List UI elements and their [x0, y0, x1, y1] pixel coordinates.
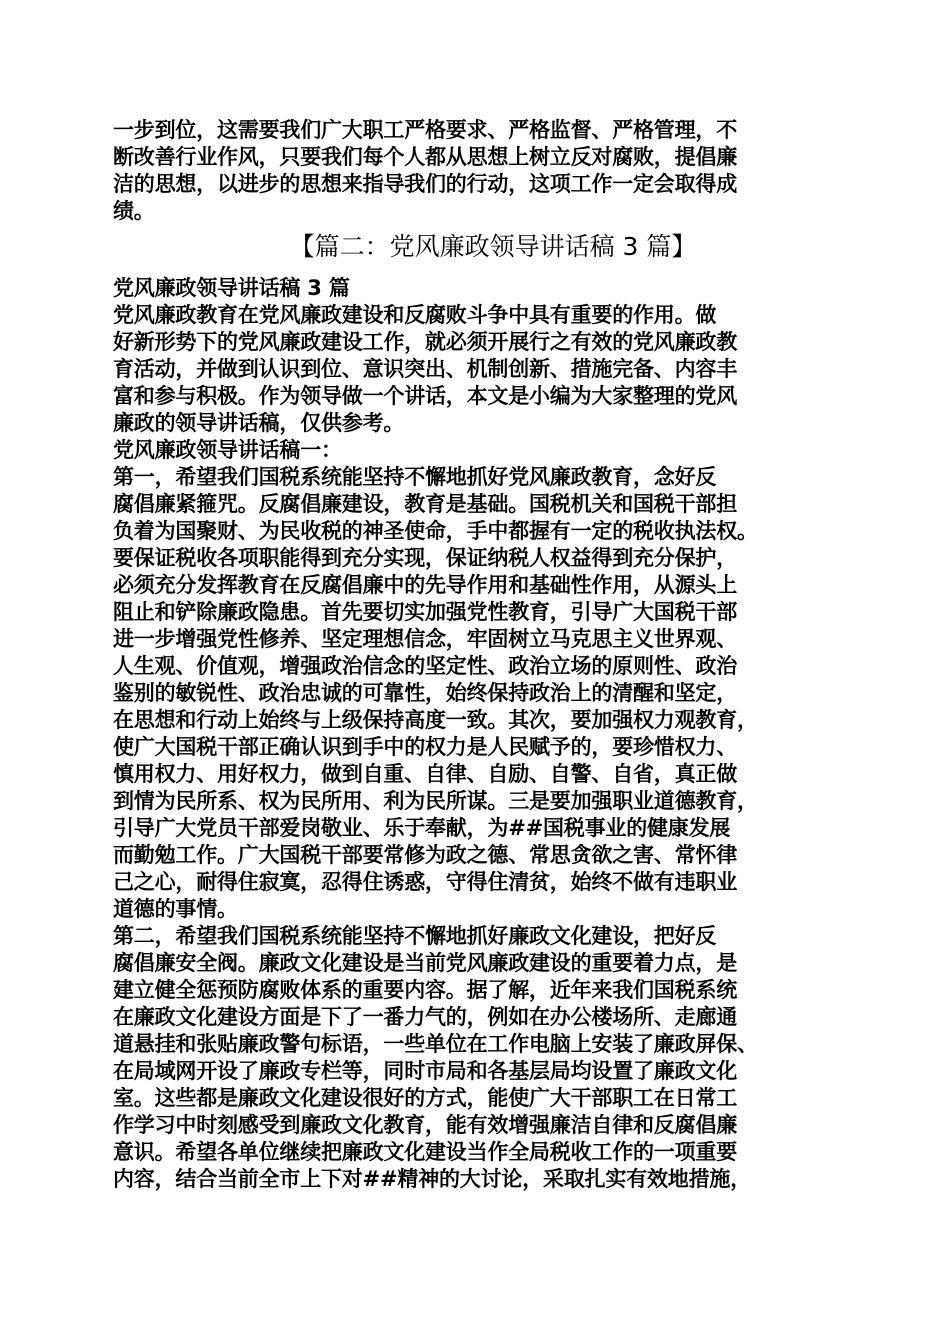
text-line: 室。这些都是廉政文化建设很好的方式，能使广大干部职工在日常工	[113, 1086, 737, 1110]
text-line: 在局域网开设了廉政专栏等，同时市局和各基层局均设置了廉政文化	[113, 1059, 737, 1083]
text-line: 建立健全惩预防腐败体系的重要内容。据了解，近年来我们国税系统	[113, 978, 737, 1002]
text-line: 到情为民所系、权为民所用、利为民所谋。三是要加强职业道德教育，	[113, 789, 758, 813]
text-line: 鉴别的敏锐性、政治忠诚的可靠性，始终保持政治上的清醒和坚定，	[113, 681, 737, 705]
section-title: 【篇二：党风廉政领导讲话稿 3 篇】	[289, 232, 697, 261]
text-line: 阻止和铲除廉政隐患。首先要切实加强党性教育，引导广大国税干部	[113, 600, 737, 624]
text-line: 引导广大党员干部爱岗敬业、乐于奉献，为##国税事业的健康发展	[113, 816, 731, 840]
text-line: 作学习中时刻感受到廉政文化教育，能有效增强廉洁自律和反腐倡廉	[113, 1113, 737, 1137]
subtitle-line: 党风廉政领导讲话稿 3 篇	[113, 276, 350, 300]
text-line: 人生观、价值观，增强政治信念的坚定性、政治立场的原则性、政治	[113, 654, 737, 678]
text-line: 党风廉政领导讲话稿一：	[113, 438, 342, 462]
text-line: 道德的事情。	[113, 897, 238, 921]
text-line: 腐倡廉紧箍咒。反腐倡廉建设，教育是基础。国税机关和国税干部担	[113, 492, 737, 516]
intro-paragraph	[113, 117, 843, 225]
text-line: 腐倡廉安全阀。廉政文化建设是当前党风廉政建设的重要着力点，是	[113, 951, 737, 975]
text-line: 富和参与积极。作为领导做一个讲话，本文是小编为大家整理的党风	[113, 384, 737, 408]
text-line: 必须充分发挥教育在反腐倡廉中的先导作用和基础性作用，从源头上	[113, 573, 737, 597]
text-line: 在廉政文化建设方面是下了一番力气的，例如在办公楼场所、走廊通	[113, 1005, 737, 1029]
text-line: 一步到位，这需要我们广大职工严格要求、严格监督、严格管理，不	[113, 118, 737, 142]
text-line: 好新形势下的党风廉政建设工作，就必须开展行之有效的党风廉政教	[113, 330, 737, 354]
text-line: 而勤勉工作。广大国税干部要常修为政之德、常思贪欲之害、常怀律	[113, 843, 737, 867]
text-line: 使广大国税干部正确认识到手中的权力是人民赋予的，要珍惜权力、	[113, 735, 737, 759]
text-line: 断改善行业作风，只要我们每个人都从思想上树立反对腐败，提倡廉	[113, 145, 737, 169]
text-line: 洁的思想，以进步的思想来指导我们的行动，这项工作一定会取得成	[113, 172, 737, 196]
text-line: 在思想和行动上始终与上级保持高度一致。其次，要加强权力观教育，	[113, 708, 758, 732]
document-page	[113, 117, 843, 1193]
text-line: 意识。希望各单位继续把廉政文化建设当作全局税收工作的一项重要	[113, 1140, 737, 1164]
text-line: 道悬挂和张贴廉政警句标语，一些单位在工作电脑上安装了廉政屏保、	[113, 1032, 758, 1056]
text-line: 第二，希望我们国税系统能坚持不懈地抓好廉政文化建设，把好反	[113, 924, 717, 948]
text-line: 己之心，耐得住寂寞，忍得住诱惑，守得住清贫，始终不做有违职业	[113, 870, 737, 894]
text-line: 育活动，并做到认识到位、意识突出、机制创新、措施完备、内容丰	[113, 357, 737, 381]
body-text	[113, 275, 843, 1193]
text-line: 党风廉政教育在党风廉政建设和反腐败斗争中具有重要的作用。做	[113, 303, 717, 327]
text-line: 廉政的领导讲话稿，仅供参考。	[113, 411, 405, 435]
text-line: 内容，结合当前全市上下对##精神的大讨论，采取扎实有效地措施，	[113, 1167, 751, 1191]
text-line: 负着为国聚财、为民收税的神圣使命，手中都握有一定的税收执法权。	[113, 519, 758, 543]
text-line: 绩。	[113, 199, 155, 223]
text-line: 慎用权力、用好权力，做到自重、自律、自励、自警、自省，真正做	[113, 762, 737, 786]
text-line: 第一，希望我们国税系统能坚持不懈地抓好党风廉政教育，念好反	[113, 465, 717, 489]
text-line: 进一步增强党性修养、坚定理想信念，牢固树立马克思主义世界观、	[113, 627, 737, 651]
text-line: 要保证税收各项职能得到充分实现，保证纳税人权益得到充分保护，	[113, 546, 737, 570]
